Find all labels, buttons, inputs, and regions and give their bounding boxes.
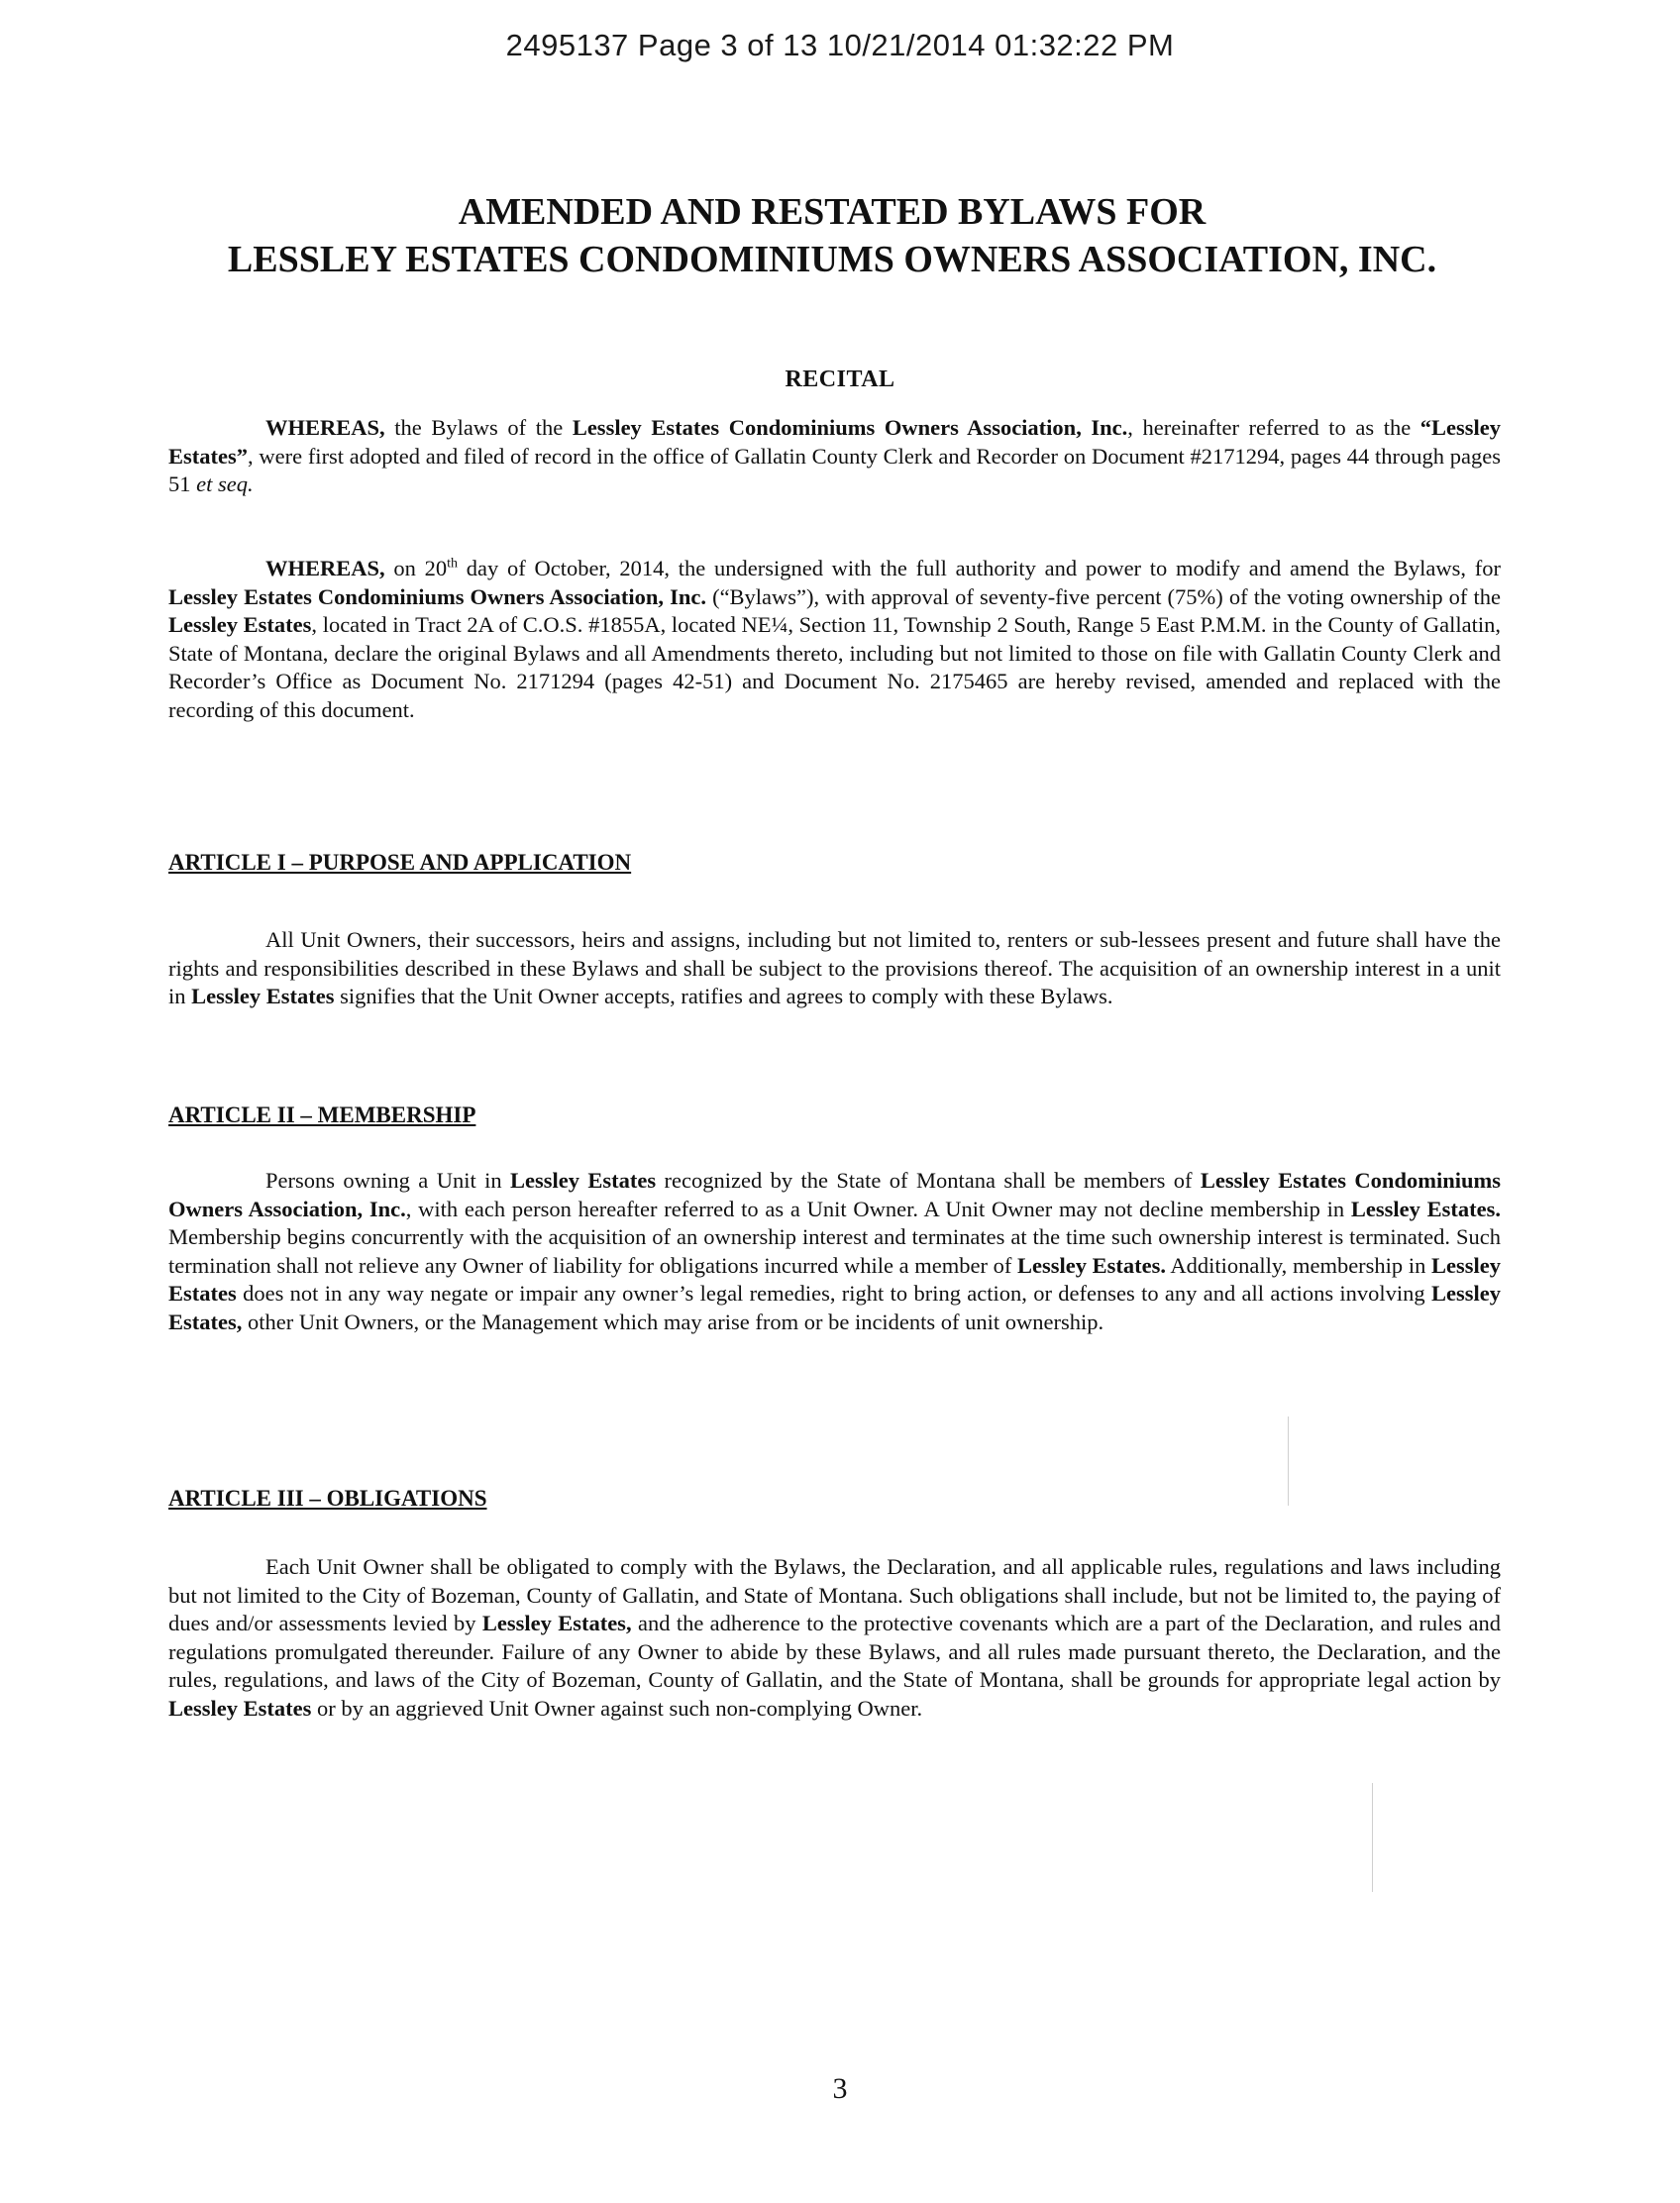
title-line-2: LESSLEY ESTATES CONDOMINIUMS OWNERS ASSOCIATION, INC. <box>227 239 1437 280</box>
recital-paragraph-2: WHEREAS, on 20th day of October, 2014, the undersigned with the full authority and power to modify and amend the Bylaws, for Lessley Estates Condominiums Owners Association, Inc. (“Bylaws”), with approval of seventy-five percent (75%) of the voting ownership of the Lessley Estates, located in Tract 2A of C.O.S. #1855A, located NE¼, Section 11, Township 2 South, Range 5 East P.M.M. in the County of Gallatin, State of Montana, declare the original Bylaws and all Amendments thereto, including but not limited to those on file with Gallatin County Clerk and Recorder’s Office as Document No. 2171294 (pages 42-51) and Document No. 2175465 are hereby revised, amended and replaced with the recording of this document. <box>168 556 1502 722</box>
title-line-1: AMENDED AND RESTATED BYLAWS FOR <box>458 191 1207 233</box>
recording-stamp: 2495137 Page 3 of 13 10/21/2014 01:32:22 PM <box>505 28 1175 62</box>
article-1-paragraph: All Unit Owners, their successors, heirs and assigns, including but not limited to, renters or sub-lessees present and future shall have the rights and responsibilities described in these Bylaws and shall be subject to the provisions thereof. The acquisition of an ownership interest in a unit in Lessley Estates signifies that the Unit Owner accepts, ratifies and agrees to comply with these Bylaws. <box>168 927 1501 1008</box>
article-3-heading: ARTICLE III – OBLIGATIONS <box>168 1486 487 1511</box>
recital-paragraph-1: WHEREAS, the Bylaws of the Lessley Estates Condominiums Owners Association, Inc., hereinafter referred to as the “Lessley Estates”, were first adopted and filed of record in the office of Gallatin County Clerk and Recorder on Document #2171294, pages 44 through pages 51 et seq. <box>168 415 1502 496</box>
recital-heading: RECITAL <box>785 367 895 392</box>
document-title <box>119 188 1545 283</box>
article-1-heading: ARTICLE I – PURPOSE AND APPLICATION <box>168 850 632 875</box>
scan-artifact-line <box>1288 1416 1289 1506</box>
page-number: 3 <box>832 2072 848 2105</box>
scan-artifact-line <box>1372 1783 1373 1892</box>
article-2-heading: ARTICLE II – MEMBERSHIP <box>168 1102 476 1127</box>
article-3-paragraph: Each Unit Owner shall be obligated to comply with the Bylaws, the Declaration, and all applicable rules, regulations and laws including but not limited to the City of Bozeman, County of Gallatin, and State of Montana. Such obligations shall include, but not be limited to, the paying of dues and/or assessments levied by Lessley Estates, and the adherence to the protective covenants which are a part of the Declaration, and rules and regulations promulgated thereunder. Failure of any Owner to abide by these Bylaws, and all rules made pursuant thereto, the Declaration, and the rules, regulations, and laws of the City of Bozeman, County of Gallatin, and the State of Montana, shall be grounds for appropriate legal action by Lessley Estates or by an aggrieved Unit Owner against such non-complying Owner. <box>168 1554 1501 1721</box>
article-2-paragraph: Persons owning a Unit in Lessley Estates recognized by the State of Montana shall be members of Lessley Estates Condominiums Owners Association, Inc., with each person hereafter referred to as a Unit Owner. A Unit Owner may not decline membership in Lessley Estates. Membership begins concurrently with the acquisition of an ownership interest and terminates at the time such ownership interest is terminated. Such termination shall not relieve any Owner of liability for obligations incurred while a member of Lessley Estates. Additionally, membership in Lessley Estates does not in any way negate or impair any owner’s legal remedies, right to bring action, or defenses to any and all actions involving Lessley Estates, other Unit Owners, or the Management which may arise from or be incidents of unit ownership. <box>168 1168 1501 1334</box>
